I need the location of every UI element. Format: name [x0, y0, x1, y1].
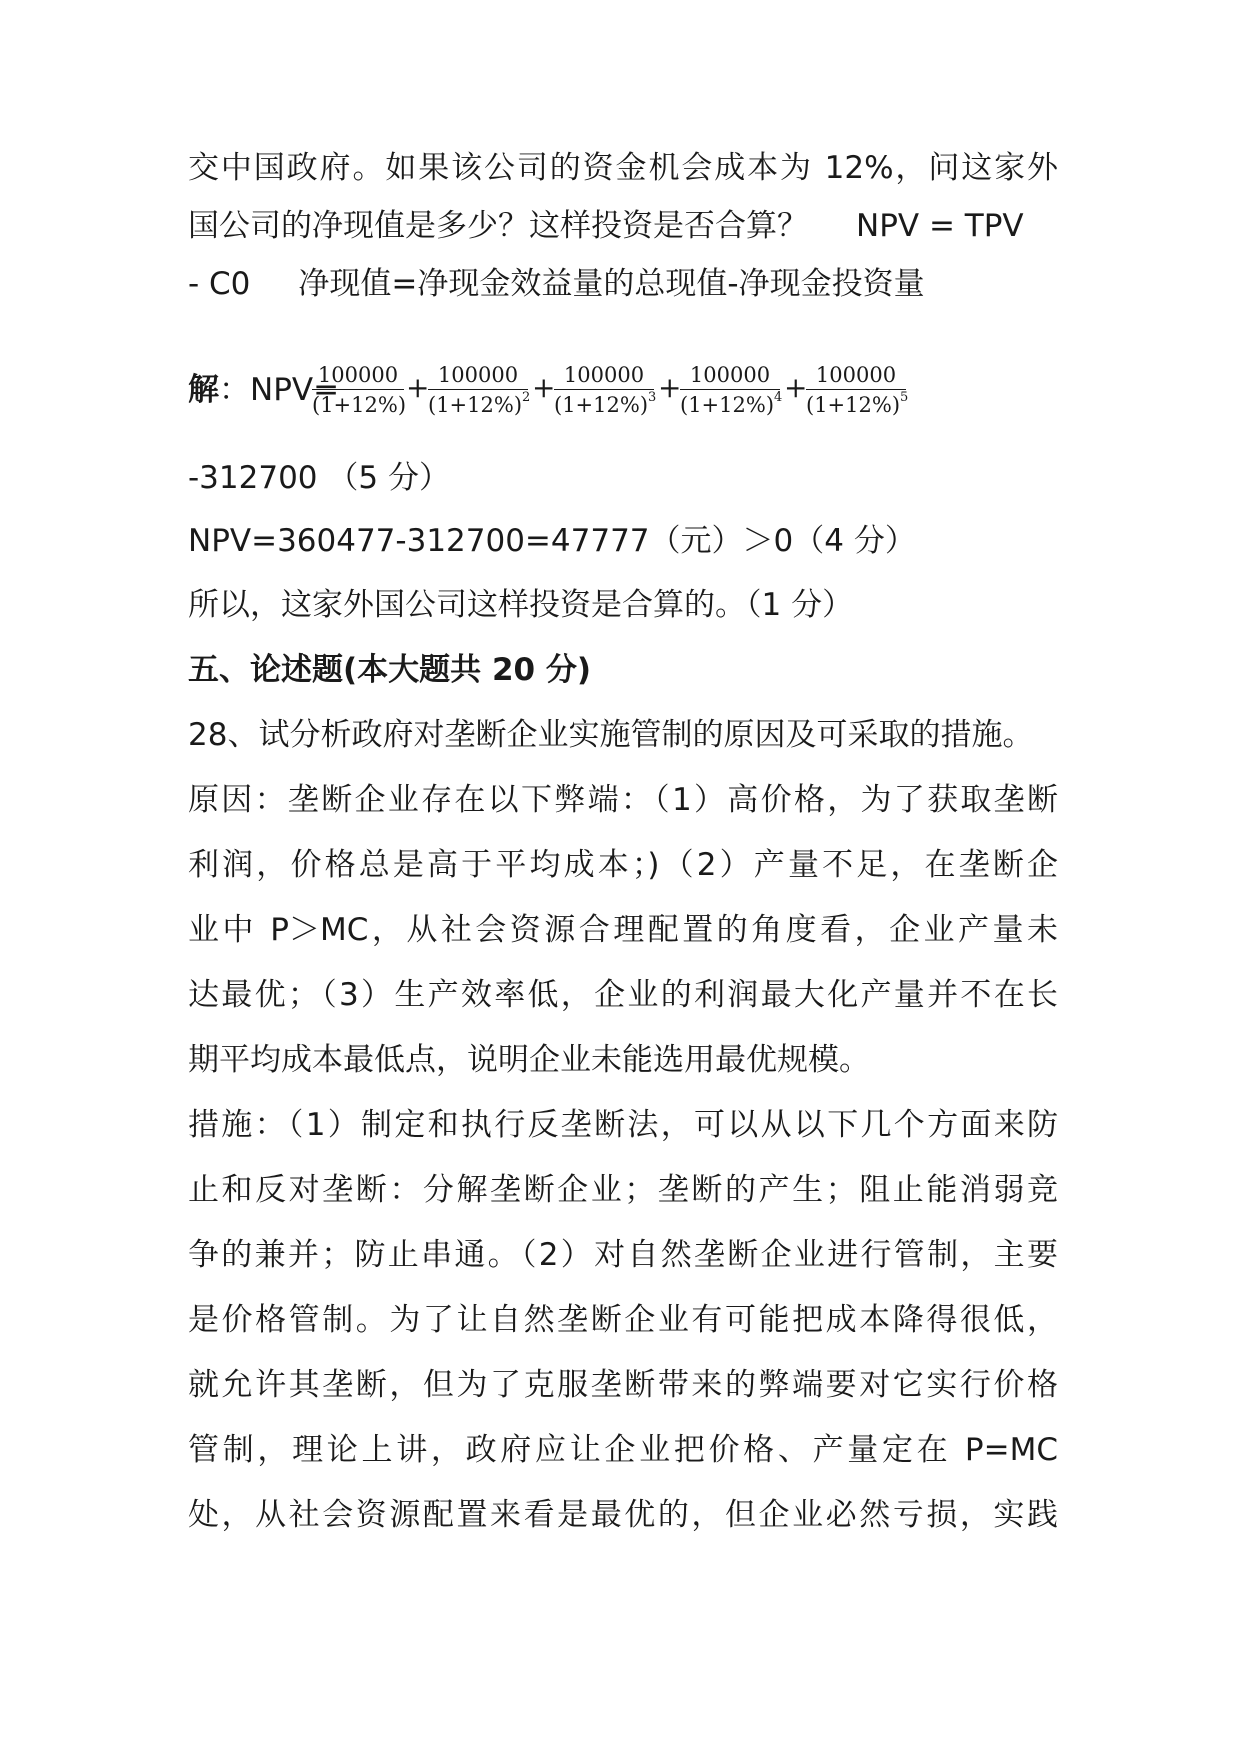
fraction-term-2 — [428, 362, 531, 418]
text-line-16: 止和反对垄断：分解垄断企业；垄断的产生；阻止能消弱竞 — [188, 1172, 1058, 1208]
text-line-6: NPV=360477-312700=47777（元）＞0（4 分） — [188, 523, 916, 559]
fraction-bar — [806, 389, 906, 390]
npv-explanation: 净现值=净现金效益量的总现值-净现金投资量 — [298, 266, 925, 302]
fraction-denominator: $(1+12\%)^2$ — [428, 390, 531, 417]
exponent: 4 — [774, 390, 783, 405]
fraction-bar — [312, 389, 404, 390]
fraction-numerator: 100000 — [689, 363, 771, 387]
fraction-term-3 — [554, 362, 657, 418]
fraction-bar — [680, 389, 780, 390]
section-heading: 五、论述题(本大题共 20 分) — [188, 652, 592, 688]
text-line-10: 原因：垄断企业存在以下弊端：（1）高价格，为了获取垄断 — [188, 782, 1058, 818]
solution-label: 解 — [188, 372, 219, 408]
plus-sign: + — [532, 371, 556, 404]
exponent: 5 — [900, 390, 909, 405]
text-line-21: 处，从社会资源配置来看是最优的，但企业必然亏损，实践 — [188, 1497, 1058, 1533]
fraction-bar — [428, 389, 528, 390]
npv-definition-tail: - C0 — [188, 266, 251, 302]
text-line-12: 业中 P＞MC，从社会资源合理配置的角度看，企业产量未 — [188, 912, 1058, 948]
question-28: 28、试分析政府对垄断企业实施管制的原因及可采取的措施。 — [188, 717, 1034, 753]
text-line-15: 措施：（1）制定和执行反垄断法，可以从以下几个方面来防 — [188, 1107, 1058, 1143]
fraction-denominator: $(1+12\%)^3$ — [554, 390, 657, 417]
fraction-denominator: $(1+12\%)^4$ — [680, 390, 783, 417]
text-line-7: 所以，这家外国公司这样投资是合算的。（1 分） — [188, 587, 854, 623]
text-line-17: 争的兼并；防止串通。（2）对自然垄断企业进行管制，主要 — [188, 1237, 1058, 1273]
fraction-numerator: 100000 — [563, 363, 645, 387]
question-text: 国公司的净现值是多少？这样投资是否合算？ — [188, 208, 808, 244]
npv-definition: NPV = TPV — [856, 208, 1024, 244]
fraction-numerator: 100000 — [437, 363, 519, 387]
text-line-18: 是价格管制。为了让自然垄断企业有可能把成本降得很低， — [188, 1302, 1058, 1338]
fraction-bar — [554, 389, 654, 390]
text-line-5: -312700 （5 分） — [188, 460, 450, 496]
plus-sign: + — [658, 371, 682, 404]
formula-lhs: ：NPV= — [219, 372, 340, 408]
text-line-13: 达最优；（3）生产效率低，企业的利润最大化产量并不在长 — [188, 977, 1058, 1013]
plus-sign: + — [784, 371, 808, 404]
text-line-19: 就允许其垄断，但为了克服垄断带来的弊端要对它实行价格 — [188, 1367, 1058, 1403]
exponent: 3 — [648, 390, 657, 405]
npv-formula — [188, 362, 1058, 432]
text-line-20: 管制，理论上讲，政府应让企业把价格、产量定在 P=MC — [188, 1432, 1058, 1468]
fraction-numerator: 100000 — [317, 363, 399, 387]
exponent: 2 — [522, 390, 531, 405]
text-line-11: 利润，价格总是高于平均成本；)（2）产量不足，在垄断企 — [188, 847, 1058, 883]
text-line-3 — [188, 264, 1058, 304]
fraction-term-5 — [806, 362, 909, 418]
fraction-term-1 — [312, 362, 407, 418]
fraction-denominator: (1+12%) — [312, 393, 407, 417]
fraction-term-4 — [680, 362, 783, 418]
text-line-14: 期平均成本最低点，说明企业未能选用最优规模。 — [188, 1042, 870, 1078]
fraction-numerator: 100000 — [815, 363, 897, 387]
plus-sign: + — [406, 371, 430, 404]
text-line-1: 交中国政府。如果该公司的资金机会成本为 12%，问这家外 — [188, 150, 1058, 186]
fraction-denominator: $(1+12\%)^5$ — [806, 390, 909, 417]
text-line-2 — [188, 206, 1058, 246]
